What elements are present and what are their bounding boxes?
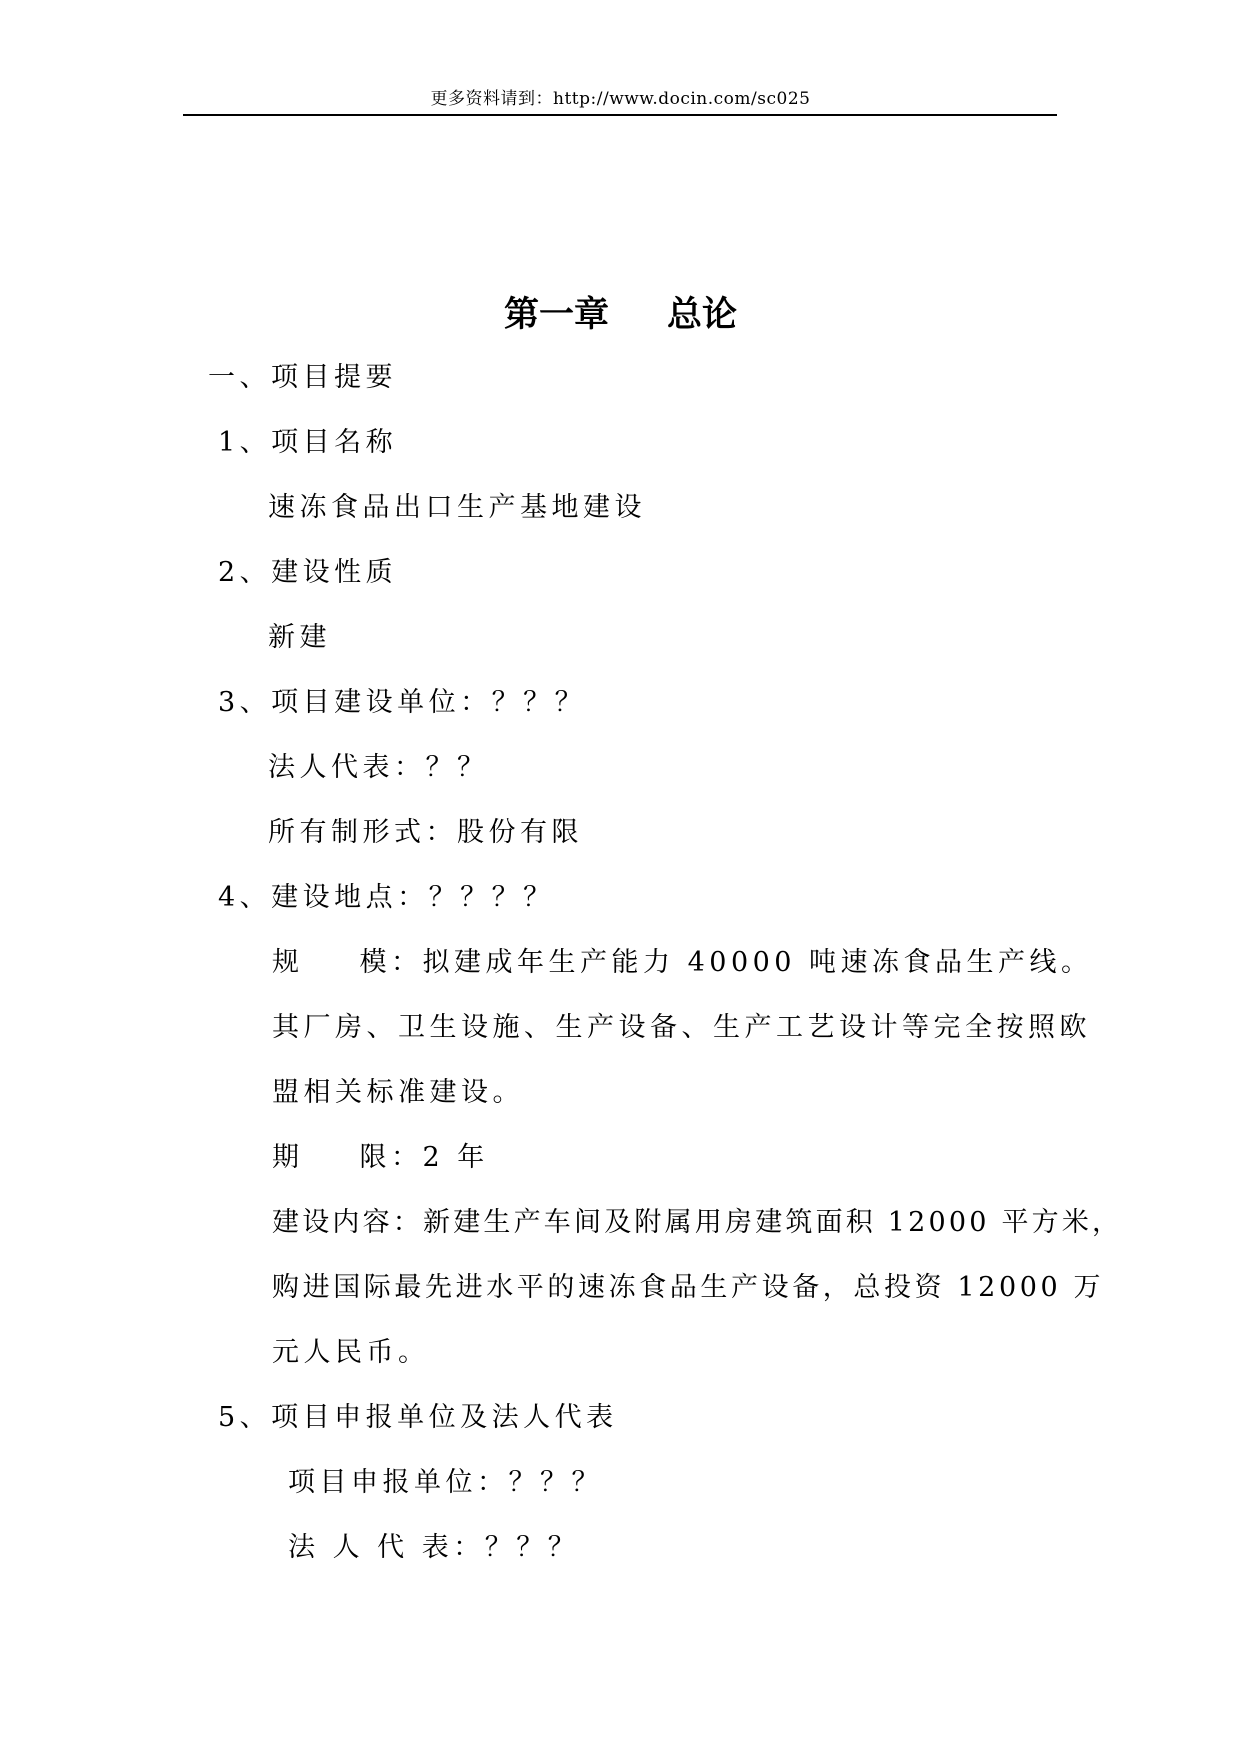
scale-line-2: 其厂房、卫生设施、生产设备、生产工艺设计等完全按照欧 [272,1012,1091,1043]
item-heading-builder: 3、项目建设单位：？？？ [218,687,587,718]
legal-representative: 法人代表：？？ [268,752,489,783]
content-line-3: 元人民币。 [272,1337,430,1368]
chapter-number: 第一章 [503,295,609,335]
ownership-form: 所有制形式：股份有限 [268,817,583,848]
applicant-unit: 项目申报单位：？？？ [288,1467,603,1498]
construction-type-value: 新建 [268,622,331,653]
item-heading-project-name: 1、项目名称 [218,427,398,458]
scale-label-part-b: 模：拟建成年生产能力 40000 吨速冻食品生产线。 [359,947,1093,978]
content-line-2: 购进国际最先进水平的速冻食品生产设备，总投资 12000 万 [272,1272,1105,1303]
applicant-legal-representative: 法 人 代 表：？？？ [288,1532,580,1563]
header-rule [183,114,1057,116]
page-header-text: 更多资料请到：http://www.docin.com/sc025 [430,89,811,109]
project-name-value: 速冻食品出口生产基地建设 [268,492,646,523]
chapter-name: 总论 [667,295,738,335]
chapter-title [0,290,1241,340]
item-heading-construction-type: 2、建设性质 [218,557,398,588]
period-label-part-a: 期 [272,1142,304,1173]
item-heading-location: 4、建设地点：？？？？ [218,882,555,913]
item-heading-applicant: 5、项目申报单位及法人代表 [218,1402,618,1433]
scale-line-3: 盟相关标准建设。 [272,1077,524,1108]
period-label-part-b: 限：2 年 [359,1142,489,1173]
section-heading: 一、项目提要 [208,362,397,393]
period-line [272,1138,489,1178]
content-line-1: 建设内容：新建生产车间及附属用房建筑面积 12000 平方米， [272,1207,1123,1238]
scale-line-1 [272,943,1093,983]
scale-label-part-a: 规 [272,947,304,978]
